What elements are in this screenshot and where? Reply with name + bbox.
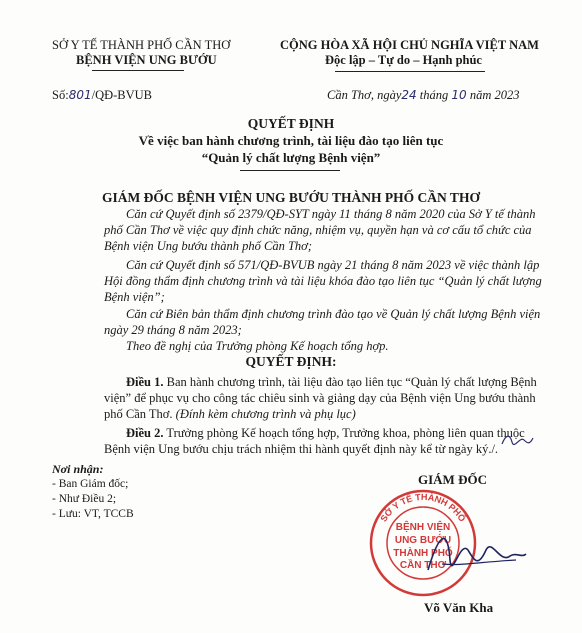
date-day-handwritten: 24 [401,88,417,102]
national-motto: Độc lập – Tự do – Hạnh phúc [325,53,482,67]
issuer-hospital: BỆNH VIỆN UNG BƯỚU [76,53,217,67]
recipient-item: - Như Điều 2; [52,493,117,505]
recipient-item: - Lưu: VT, TCCB [52,508,134,520]
decides-heading: QUYẾT ĐỊNH: [245,354,337,369]
date-year: năm 2023 [469,88,520,102]
date-prefix: Cần Thơ, ngày [327,88,402,102]
recipients-title: Nơi nhận: [52,462,104,476]
stamp-line: BỆNH VIỆN [395,522,451,533]
article-text: Trưởng phòng Kế hoạch tổng hợp, Trưởng khoa, phòng liên quan thuộc Bệnh viện Ung bướu chịu trách nhiệm thi hành quyết định này kể từ ngày ký./. [104,426,525,456]
signer-name: Võ Văn Kha [424,600,494,615]
authority-heading: GIÁM ĐỐC BỆNH VIỆN UNG BƯỚU THÀNH PHỐ CẦN THƠ [102,190,480,205]
date-month-label: tháng [419,88,449,102]
stamp-ring-text: SỞ Y TẾ THÀNH PHỐ [378,491,468,524]
article-text: Ban hành chương trình, tài liệu đào tạo liên tục “Quản lý chất lượng Bệnh viện” để phục vụ cho công tác chiêu sinh và giảng dạy của Bệnh viện Ung bướu thành phố Cần Thơ. [104,375,537,421]
issue-date [327,88,519,103]
title-underline [240,170,340,171]
recipient-item: - Ban Giám đốc; [52,478,129,490]
issuer-ministry: SỞ Y TẾ THÀNH PHỐ CẦN THƠ [52,38,231,52]
decision-subject-line1: Về việc ban hành chương trình, tài liệu đào tạo liên tục [138,133,444,148]
article-2 [104,425,544,457]
preamble-item: Căn cứ Quyết định số 2379/QĐ-SYT ngày 11 tháng 8 năm 2020 của Sở Y tế thành phố Cần Thơ về việc quy định chức năng, nhiệm vụ, quyền hạn và cơ cấu tổ chức của Bệnh viện Ung bướu thành phố Cần Thơ; [104,207,536,253]
decision-subject-line2: “Quản lý chất lượng Bệnh viện” [201,150,381,165]
article-label: Điều 1. [126,375,164,389]
doc-no-suffix: /QĐ-BVUB [91,88,153,102]
handwritten-signature [420,520,530,590]
stamp-line: CẦN THƠ [399,560,447,571]
issuer-underline [92,70,184,71]
document-number [52,88,152,103]
stamp-line: THÀNH PHỐ [393,548,453,559]
doc-no-handwritten: 801 [68,88,92,102]
preamble-item: Căn cứ Quyết định số 571/QĐ-BVUB ngày 21 tháng 8 năm 2023 về việc thành lập Hội đồng thẩm định chương trình và tài liệu khóa đào tạo liên tục “Quản lý chất lượng Bệnh viện”; [104,258,542,304]
signer-title: GIÁM ĐỐC [418,472,487,487]
initials-signature [500,432,534,448]
preamble-item: Căn cứ Biên bản thẩm định chương trình đào tạo về Quản lý chất lượng Bệnh viện ngày 29 tháng 8 năm 2023; [104,307,541,337]
article-note: (Đính kèm chương trình và phụ lục) [175,407,356,421]
preamble-item: Theo đề nghị của Trưởng phòng Kế hoạch tổng hợp. [126,339,389,353]
article-1 [104,374,544,422]
national-title: CỘNG HÒA XÃ HỘI CHỦ NGHĨA VIỆT NAM [280,38,539,52]
stamp-line: UNG BƯỚU [394,535,452,546]
article-label: Điều 2. [126,426,164,440]
motto-underline [335,71,485,72]
date-month-handwritten: 10 [451,88,467,102]
decision-title: QUYẾT ĐỊNH [247,116,335,131]
doc-no-prefix: Số: [52,88,69,102]
